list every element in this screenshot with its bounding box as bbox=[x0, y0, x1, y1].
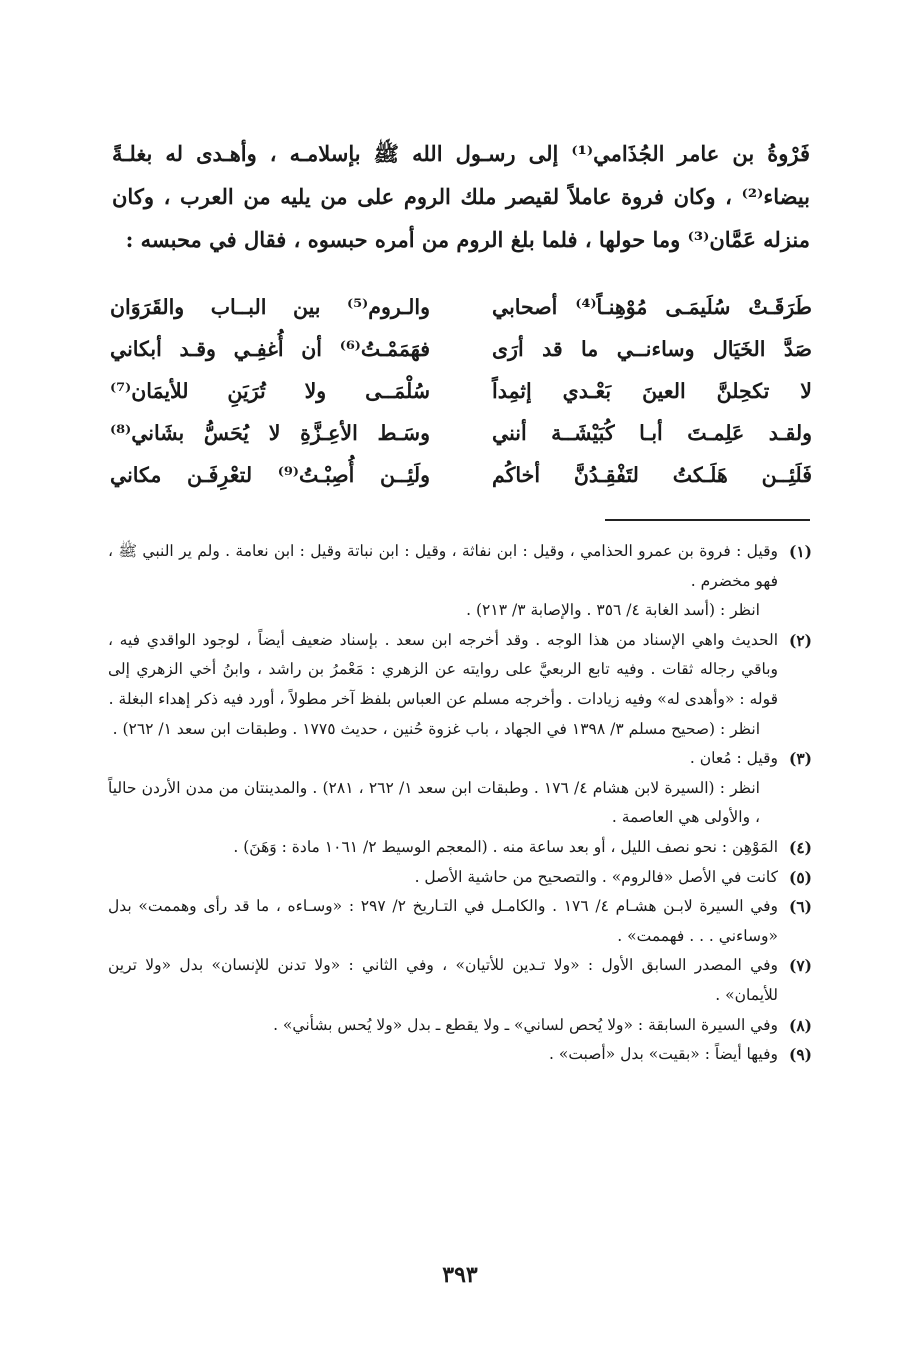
verse-second-hemistich: فهَمَمْـتُ⁽⁶⁾ أن أُغفِـي وقـد أبكاني bbox=[110, 337, 430, 361]
verse-first-hemistich: صَدَّ الخَيَال وساءنــي ما قد أرَى bbox=[492, 337, 812, 361]
footnote bbox=[108, 1040, 812, 1070]
footnote-reference: انظر : (أسد الغابة ٤/ ٣٥٦ . والإصابة ٣/ ٢١٣) . bbox=[466, 601, 760, 620]
footnote-text: وفي السيرة السابقة : «ولا يُحص لساني» ـ ولا يقطع ـ بدل «ولا يُحس بشأني» . bbox=[273, 1015, 778, 1034]
footnote-text: المَوْهِن : نحو نصف الليل ، أو بعد ساعة منه . (المعجم الوسيط ٢/ ١٠٦١ مادة : وَهَنَ) . bbox=[233, 837, 778, 856]
verse-second-hemistich: والـروم⁽⁵⁾ بين البــاب والقَرَوَان bbox=[110, 295, 430, 319]
footnote-number: (٢) bbox=[788, 630, 812, 650]
footnote bbox=[108, 863, 812, 893]
footnote bbox=[108, 744, 812, 833]
footnote bbox=[108, 892, 812, 951]
poem-verse bbox=[110, 286, 812, 328]
poem-verse bbox=[110, 454, 812, 496]
footnote-body bbox=[108, 951, 778, 1010]
prose-paragraph: فَرْوةُ بن عامر الجُذَامي⁽¹⁾ إلى رسـول الله ﷺ بإسلامـه ، وأهـدى له بغلـةً بيضاء⁽²⁾ ، وكان فروة عاملاً لقيصر ملك الروم على من يليه من العرب ، وكان منزله عَمَّان⁽³⁾ وما حولها ، فلما بلغ الروم من أمره حبسوه ، فقال في محبسه : bbox=[112, 141, 810, 252]
footnote-body bbox=[108, 537, 778, 626]
footnote-number: (٩) bbox=[788, 1045, 812, 1065]
footnote-number: (٥) bbox=[788, 867, 812, 887]
poem-verse bbox=[110, 412, 812, 454]
footnote-text: وفي المصدر السابق الأول : «ولا تـدين للأتيان» ، وفي الثاني : «ولا تدنن للإنسان» بدل «ولا ترين للأيمان» . bbox=[108, 956, 778, 1004]
footnotes bbox=[108, 537, 812, 1070]
footnote-text: وفيها أيضاً : «بقيت» بدل «أصبت» . bbox=[549, 1045, 778, 1064]
footnote-text: كانت في الأصل «فالروم» . والتصحيح من حاشية الأصل . bbox=[414, 867, 778, 886]
footnote-reference: انظر : (السيرة لابن هشام ٤/ ١٧٦ . وطبقات ابن سعد ١/ ٢٦٢ ، ٢٨١) . والمدينتان من مدن الأردن حالياً ، والأولى هي العاصمة . bbox=[108, 778, 760, 827]
footnote-body bbox=[108, 892, 778, 951]
footnote-body bbox=[108, 863, 778, 893]
verse-first-hemistich: ولقـد عَلِمـتَ أبـا كُبَيْشَــة أنني bbox=[492, 421, 812, 445]
footnote bbox=[108, 833, 812, 863]
verse-second-hemistich: ولَئِــن أُصِبْـتُ⁽⁹⁾ لتعْرِفَـن مكاني bbox=[110, 463, 431, 487]
footnote bbox=[108, 1011, 812, 1041]
footnote-number: (٨) bbox=[788, 1015, 812, 1035]
verse-first-hemistich: طَرَقَـتْ سُلَيمَـى مُوْهِنـاً⁽⁴⁾ أصحابي bbox=[492, 295, 812, 319]
footnote-separator bbox=[605, 519, 810, 521]
footnote-number: (٧) bbox=[788, 956, 812, 976]
verse-first-hemistich: فَلَئِــن هَلَـكتُ لتَفْقِـدُنَّ أخاكُم bbox=[492, 463, 812, 487]
main-prose bbox=[112, 132, 810, 261]
footnote-body bbox=[108, 833, 778, 863]
footnote-body bbox=[108, 1040, 778, 1070]
page-number: ٣٩٣ bbox=[442, 1262, 478, 1288]
footnote-text: وقيل : مُعان . bbox=[689, 749, 778, 768]
footnote-text: الحديث واهي الإسناد من هذا الوجه . وقد أخرجه ابن سعد . بإسناد ضعيف أيضاً ، لوجود الواقدي فيه ، وباقي رجاله ثقات . وفيه تابع الربعيَّ على روايته عن الزهري : مَعْمرُ بن راشد ، وابنُ أخي الزهري إلى قوله : «وأهدى له» وفيه زيادات . وأخرجه مسلم عن العباس بلفظ آخر مطولاً ، أورد فيه ذكر إهداء البغلة . bbox=[108, 630, 778, 708]
verse-second-hemistich: سُلْمَــى ولا تُرَيَنِ للأيمَان⁽⁷⁾ bbox=[110, 379, 430, 403]
footnote-text: وفي السيرة لابـن هشـام ٤/ ١٧٦ . والكامـل في التـاريخ ٢/ ٢٩٧ : «وسـاءه ، ما قد رأى وهممت» بدل «وساءني . . . فهممت» . bbox=[108, 897, 779, 945]
footnote-body bbox=[108, 744, 778, 833]
footnote-text: وقيل : فروة بن عمرو الحذامي ، وقيل : ابن نفاثة ، وقيل : ابن نباتة وقيل : ابن نعامة . ولم ير النبي ﷺ ، فهو مخضرم . bbox=[108, 542, 778, 590]
poem bbox=[110, 286, 812, 496]
footnote-body bbox=[108, 1011, 778, 1041]
footnote-number: (٦) bbox=[788, 897, 812, 917]
footnote-number: (٣) bbox=[788, 749, 812, 769]
footnote-number: (١) bbox=[788, 542, 812, 561]
verse-first-hemistich: لا تكحِلنَّ العينَ بَعْـدي إثمِداً bbox=[492, 379, 812, 403]
poem-verse bbox=[110, 328, 812, 370]
footnote bbox=[108, 951, 812, 1010]
poem-verse bbox=[110, 370, 812, 412]
verse-second-hemistich: وسَـط الأعِـزَّةِ لا يُحَسُّ بشَاني⁽⁸⁾ bbox=[110, 421, 430, 445]
footnote bbox=[108, 626, 812, 744]
footnote-number: (٤) bbox=[788, 837, 812, 857]
footnote-body bbox=[108, 626, 778, 744]
footnote-reference: انظر : (صحيح مسلم ٣/ ١٣٩٨ في الجهاد ، باب غزوة حُنين ، حديث ١٧٧٥ . وطبقات ابن سعد ١/ ٢٦٢) . bbox=[112, 719, 760, 738]
footnote bbox=[108, 537, 812, 626]
